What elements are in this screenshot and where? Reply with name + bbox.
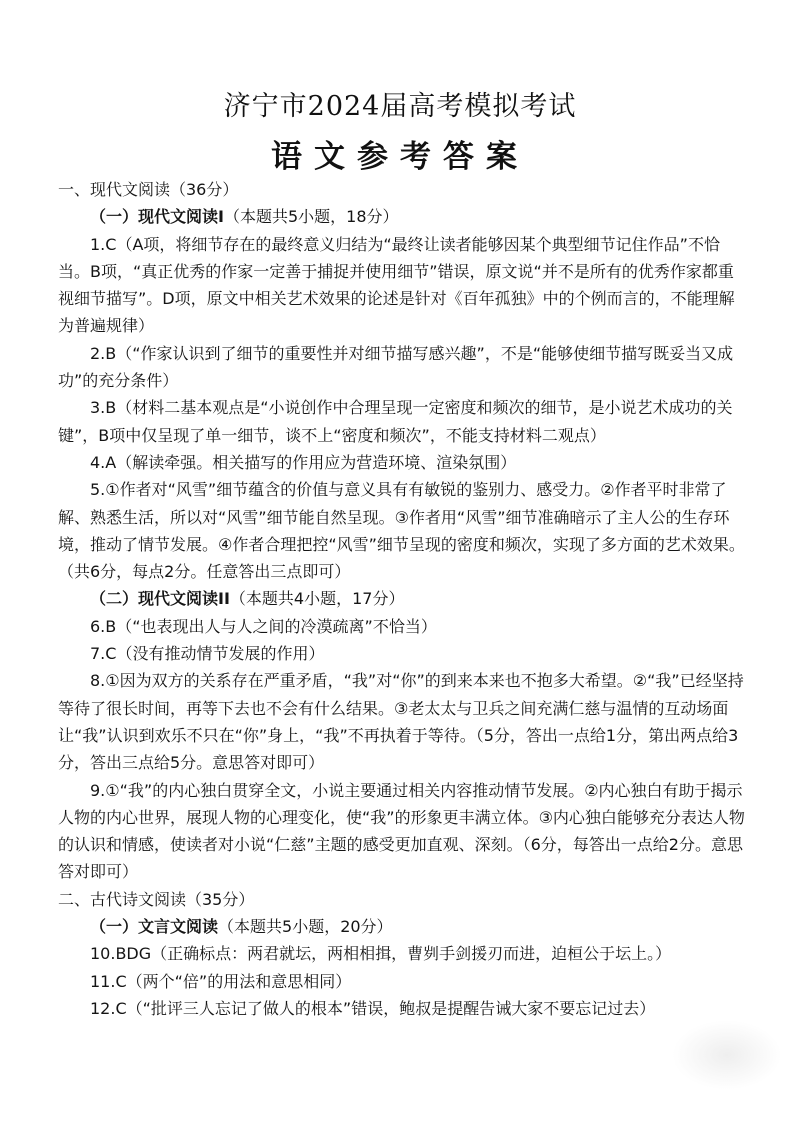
answer-q7: 7.C（没有推动情节发展的作用） bbox=[90, 644, 325, 664]
section1-heading: 一、现代文阅读（36分） bbox=[58, 180, 239, 199]
part-label: （一）文言文阅读 bbox=[90, 917, 219, 937]
part-info: （本题共4小题，17分） bbox=[229, 589, 405, 609]
part-label: （二）现代文阅读II bbox=[90, 589, 230, 609]
answer-q9: 9.①“我”的内心独白贯穿全文，小说主要通过相关内容推动情节发展。②内心独白有助于揭示人物的内心世界，展现人物的心理变化，使“我”的形象更丰满立体。③内心独白能够充分表达人物的认识和情感，使读者对小说“仁慈”主题的感受更加直观、深刻。（6分，每答出一点给2分。意思答对即可） bbox=[58, 780, 745, 882]
answer-q11: 11.C（两个“倍”的用法和意思相同） bbox=[90, 971, 352, 991]
document-subtitle: 语文参考答案 bbox=[271, 139, 529, 175]
part-info: （本题共5小题，18分） bbox=[223, 207, 399, 227]
answer-q6: 6.B（“也表现出人与人之间的冷漠疏离”不恰当） bbox=[90, 616, 437, 636]
answer-content bbox=[58, 176, 748, 1022]
answer-q8: 8.①因为双方的关系存在严重矛盾，“我”对“你”的到来本来也不抱多大希望。②“我”已经坚持等待了很长时间，再等下去也不会有什么结果。③老太太与卫兵之间充满仁慈与温情的互动场面让“我”认识到欢乐不只在“你”身上，“我”不再执着于等待。（5分，答出一点给1分，第出两点给3分，答出三点给5分。意思答对即可） bbox=[58, 671, 744, 773]
section1-part1-heading bbox=[58, 203, 748, 230]
answer-q3: 3.B（材料二基本观点是“小说创作中合理呈现一定密度和频次的细节，是小说艺术成功的关键”，B项中仅呈现了单一细节，谈不上“密度和频次”，不能支持材料二观点） bbox=[58, 398, 733, 445]
scan-smudge bbox=[672, 1020, 782, 1090]
part-info: （本题共5小题，20分） bbox=[218, 917, 393, 937]
part-label: （一）现代文阅读I bbox=[90, 207, 224, 227]
answer-q12: 12.C（“批评三人忘记了做人的根本”错误，鲍叔是提醒告诫大家不要忘记过去） bbox=[90, 998, 656, 1018]
answer-q10: 10.BDG（正确标点：两君就坛，两相相揖，曹刿手剑援刃而进，迫桓公于坛上。） bbox=[90, 944, 672, 964]
section1-part2-heading bbox=[58, 585, 748, 612]
section2-heading: 二、古代诗文阅读（35分） bbox=[58, 889, 255, 909]
section2-part1-heading bbox=[58, 913, 748, 940]
answer-q2: 2.B（“作家认识到了细节的重要性并对细节描写感兴趣”，不是“能够使细节描写既妥当又成功”的充分条件） bbox=[58, 343, 734, 391]
answer-q1: 1.C（A项，将细节存在的最终意义归结为“最终让读者能够因某个典型细节记住作品”不恰当。B项，“真正优秀的作家一定善于捕捉并使用细节”错误，原文说“并不是所有的优秀作家都重视细节描写”。D项，原文中相关艺术效果的论述是针对《百年孤独》中的个例而言的，不能理解为普遍规律） bbox=[58, 234, 735, 336]
answer-q4: 4.A（解读牵强。相关描写的作用应为营造环境、渲染氛围） bbox=[90, 452, 517, 472]
document-title: 济宁市2024届高考模拟考试 bbox=[223, 91, 577, 122]
answer-q5: 5.①作者对“风雪”细节蕴含的价值与意义具有有敏锐的鉴别力、感受力。②作者平时非常了解、熟悉生活，所以对“风雪”细节能自然呈现。③作者用“风雪”细节准确暗示了主人公的生存环境，推动了情节发展。④作者合理把控“风雪”细节呈现的密度和频次，实现了多方面的艺术效果。（共6分，每点2分。任意答出三点即可） bbox=[58, 480, 745, 582]
